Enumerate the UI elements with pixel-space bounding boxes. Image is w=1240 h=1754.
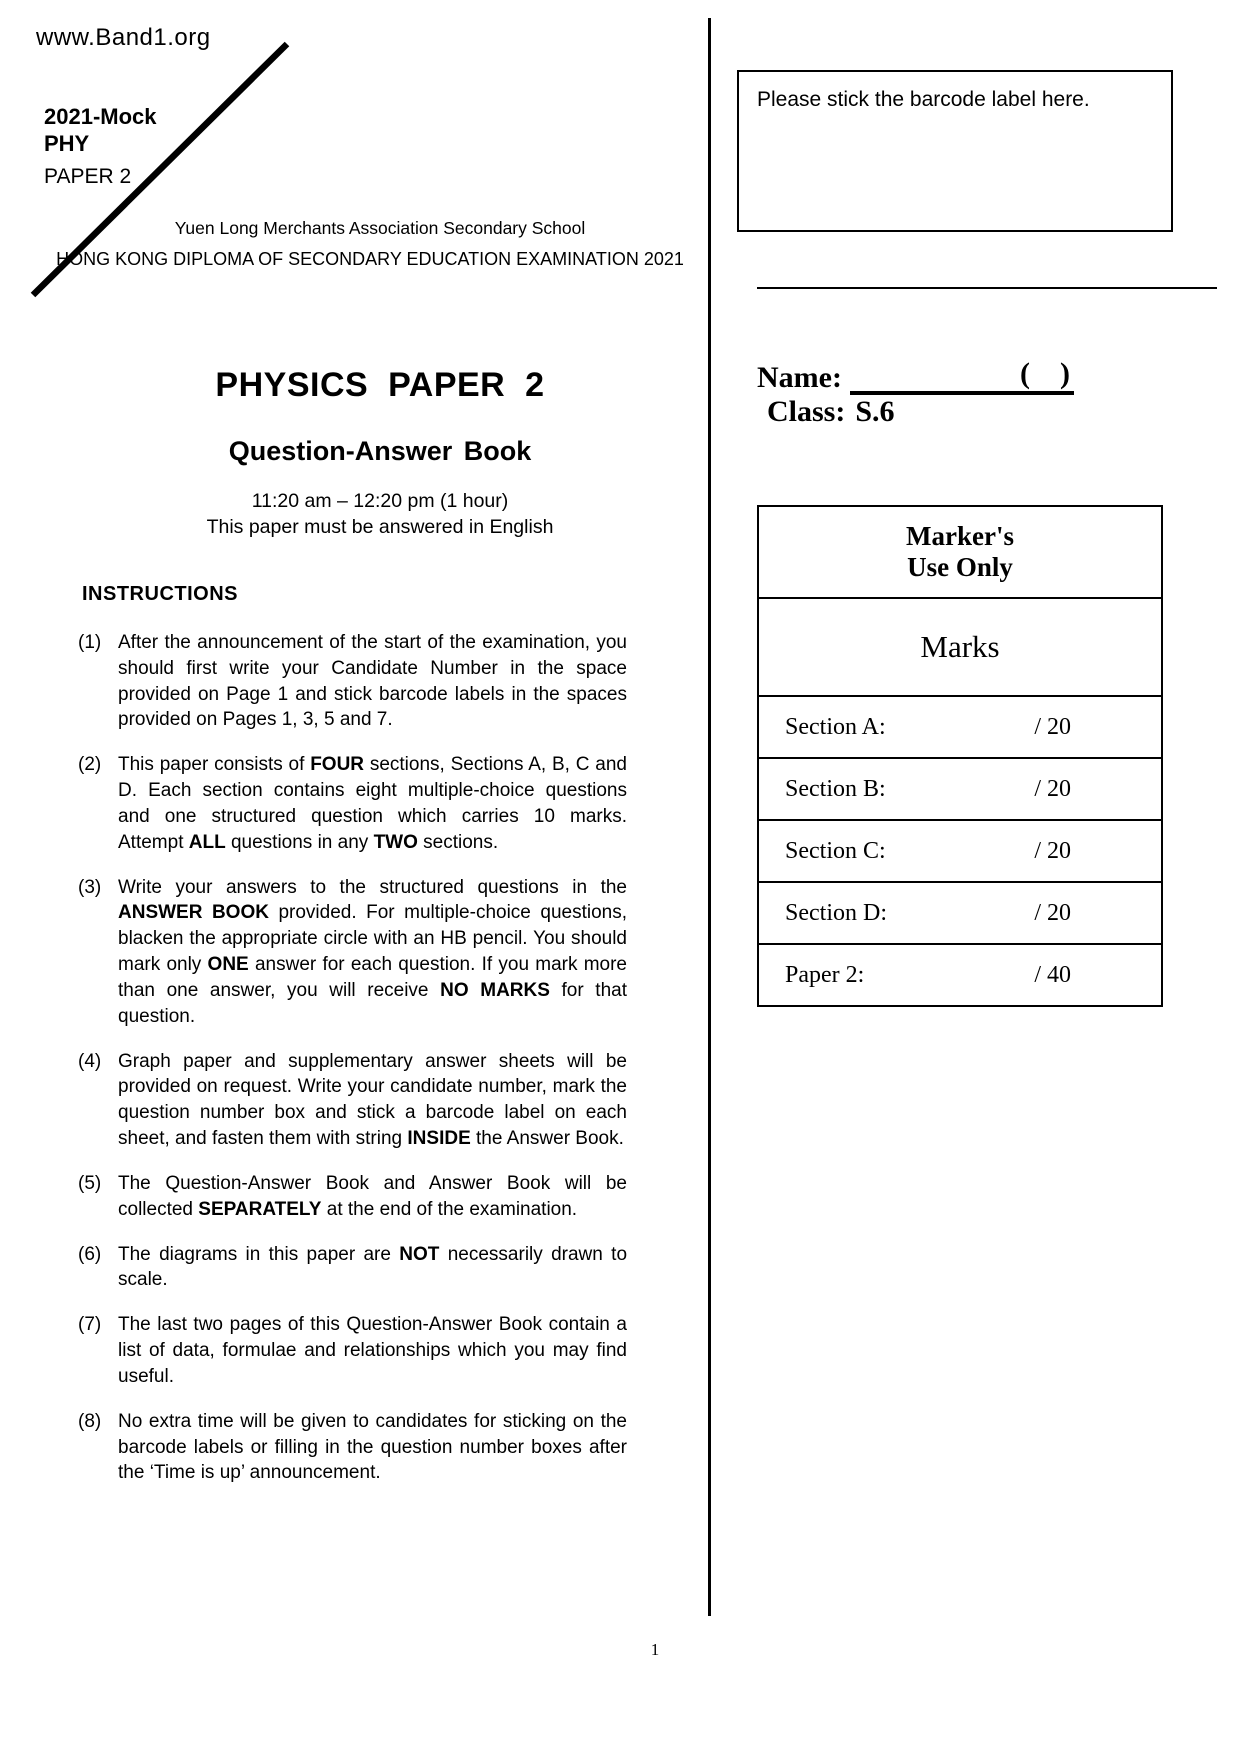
- instruction-text-segment: The diagrams in this paper are: [118, 1243, 400, 1265]
- instruction-item: [78, 630, 627, 733]
- marker-table-header: [759, 507, 1161, 597]
- marker-table-row: [759, 881, 1161, 943]
- instruction-number: (4): [78, 1050, 102, 1072]
- instruction-text-segment: answer for each question. If you mark more than one answer, you will receive: [118, 954, 628, 1001]
- instruction-item: [78, 1049, 627, 1152]
- instruction-text-segment: provided. For multiple-choice questions, blacken the appropriate circle with an HB pencil. You should mark only: [118, 902, 627, 976]
- instruction-bold-term: NO MARKS: [440, 979, 550, 1001]
- instruction-bold-term: ONE: [207, 954, 249, 976]
- marker-use-only-table: [757, 505, 1163, 1007]
- instruction-bold-term: ALL: [188, 831, 226, 853]
- instructions-heading: INSTRUCTIONS: [82, 583, 238, 605]
- instruction-text-segment: The Question-Answer Book and Answer Book will be collected: [118, 1172, 627, 1220]
- paper-language-note: This paper must be answered in English: [206, 516, 554, 538]
- instruction-text-segment: The last two pages of this Question-Answer Book contain a list of data, formulae and relationships which you may find useful.: [118, 1314, 627, 1387]
- page-number: 1: [650, 1640, 660, 1659]
- instruction-text-segment: at the end of the examination.: [321, 1198, 578, 1220]
- marker-row-value: / 20: [1034, 837, 1071, 864]
- marker-row-label: Section D:: [785, 899, 887, 926]
- marker-row-label: Paper 2:: [785, 961, 865, 988]
- name-field-row: [757, 355, 1074, 395]
- instruction-bold-term: INSIDE: [407, 1128, 471, 1150]
- instruction-text-segment: for that question.: [118, 979, 627, 1027]
- candidate-number-line: [757, 287, 1217, 289]
- barcode-label-text: Please stick the barcode label here.: [757, 88, 1090, 111]
- instruction-item: [78, 1242, 627, 1294]
- instructions-list: [78, 630, 627, 1505]
- exam-code-year: 2021-Mock: [44, 104, 157, 129]
- instruction-text: [118, 875, 627, 1030]
- marker-table-row: [759, 757, 1161, 819]
- marker-marks-cell: Marks: [759, 597, 1161, 695]
- instruction-bold-term: TWO: [373, 831, 418, 853]
- column-divider-line: [708, 18, 711, 1616]
- marker-header-line2: Use Only: [907, 552, 1013, 582]
- marker-row-value: / 40: [1034, 961, 1071, 988]
- instruction-text: [118, 1171, 627, 1223]
- instruction-text-segment: Graph paper and supplementary answer sheets will be provided on request. Write your candidate number, mark the question number box and stick a barcode label on each sheet, and fasten them with string: [118, 1050, 627, 1150]
- marker-header-line1: Marker's: [906, 520, 1014, 551]
- marker-row-value: / 20: [1034, 713, 1071, 740]
- class-value: S.6: [855, 395, 895, 428]
- instruction-bold-term: FOUR: [310, 754, 365, 776]
- barcode-label-box: [737, 70, 1173, 232]
- paper-subtitle: Question-Answer Book: [228, 436, 532, 466]
- instruction-text-segment: This paper consists of: [118, 754, 311, 776]
- instruction-text-segment: After the announcement of the start of the examination, you should first write your Candidate Number in the space provided on Page 1 and stick barcode labels in the spaces provided on Pages 1, 3, 5 and 7.: [118, 632, 627, 731]
- exam-code-paper: PAPER 2: [44, 165, 132, 188]
- instruction-text: [118, 1049, 627, 1152]
- instruction-number: (8): [78, 1410, 102, 1432]
- instruction-text-segment: the Answer Book.: [470, 1128, 624, 1150]
- marker-table-row: [759, 819, 1161, 881]
- marker-rows: [759, 695, 1161, 1005]
- instruction-text-segment: sections, Sections A, B, C and D. Each section contains eight multiple-choice questions and one structured question which carries 10 marks. Attempt: [118, 754, 627, 853]
- instruction-number: (6): [78, 1243, 102, 1265]
- marker-table-row: [759, 943, 1161, 1005]
- watermark-url: www.Band1.org: [36, 24, 211, 51]
- instruction-text: [118, 1409, 627, 1486]
- instruction-item: [78, 1409, 627, 1486]
- exam-code-subject: PHY: [44, 131, 90, 156]
- instruction-text-segment: questions in any: [225, 831, 374, 853]
- instruction-bold-term: ANSWER BOOK: [118, 902, 269, 924]
- paper-time: 11:20 am – 12:20 pm (1 hour): [251, 490, 509, 512]
- instruction-text-segment: Write your answers to the structured questions in the: [118, 876, 627, 898]
- instruction-text: [118, 630, 627, 733]
- instruction-item: [78, 752, 627, 855]
- marker-row-label: Section B:: [785, 775, 886, 802]
- instruction-item: [78, 875, 627, 1030]
- paper-title: PHYSICS PAPER 2: [215, 366, 545, 404]
- name-blank-line: [850, 355, 1074, 395]
- instruction-text: [118, 1312, 627, 1389]
- instruction-item: [78, 1312, 627, 1389]
- instruction-number: (7): [78, 1314, 102, 1336]
- marker-row-label: Section C:: [785, 837, 886, 864]
- name-paren-blank: ( ): [1019, 357, 1070, 390]
- marker-row-value: / 20: [1034, 899, 1071, 926]
- marker-row-label: Section A:: [785, 713, 886, 740]
- class-field-row: [767, 395, 895, 429]
- marker-table-row: [759, 695, 1161, 757]
- instruction-item: [78, 1171, 627, 1223]
- instruction-text: [118, 1242, 627, 1294]
- instruction-number: (3): [78, 876, 102, 898]
- examination-name: HONG KONG DIPLOMA OF SECONDARY EDUCATION EXAMINATION 2021: [56, 249, 684, 269]
- instruction-text-segment: necessarily drawn to scale.: [118, 1243, 628, 1291]
- name-label: Name:: [757, 361, 842, 394]
- instruction-text-segment: sections.: [417, 831, 499, 853]
- marker-row-value: / 20: [1034, 775, 1071, 802]
- instruction-text-segment: No extra time will be given to candidates for sticking on the barcode labels or filling in the question number boxes after the ‘Time is up’ announcement.: [118, 1410, 627, 1484]
- instruction-number: (1): [78, 632, 102, 653]
- class-label: Class:: [767, 395, 846, 428]
- school-name: Yuen Long Merchants Association Secondary School: [174, 218, 586, 238]
- instruction-bold-term: SEPARATELY: [198, 1198, 322, 1220]
- instruction-bold-term: NOT: [399, 1243, 440, 1265]
- instruction-number: (5): [78, 1172, 102, 1194]
- instruction-text: [118, 752, 627, 855]
- instruction-number: (2): [78, 754, 102, 776]
